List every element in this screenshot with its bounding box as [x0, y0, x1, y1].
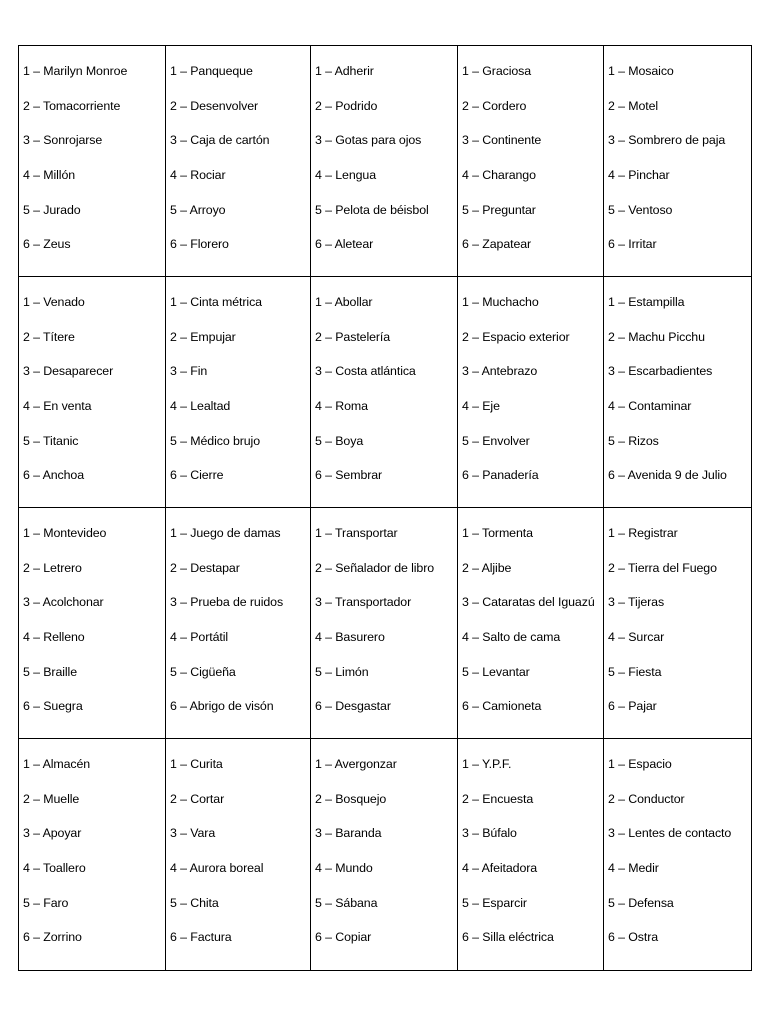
- grid-cell: [311, 508, 458, 739]
- word-entry: 6 – Zorrino: [23, 930, 82, 945]
- word-list: [19, 277, 165, 503]
- word-entry: 4 – Pinchar: [608, 168, 670, 183]
- word-entry: 2 – Tomacorriente: [23, 98, 121, 113]
- word-list: [19, 508, 165, 734]
- word-entry: 1 – Estampilla: [608, 295, 685, 309]
- word-entry: 1 – Muchacho: [462, 295, 539, 309]
- word-entry: 4 – Surcar: [608, 630, 665, 645]
- grid-cell: [19, 277, 166, 508]
- word-entry: 1 – Adherir: [315, 64, 374, 78]
- word-entry: 5 – Envolver: [462, 433, 530, 448]
- word-entry: 1 – Almacén: [23, 757, 91, 771]
- word-entry: 6 – Anchoa: [23, 468, 85, 483]
- word-entry: 3 – Costa atlántica: [315, 364, 416, 379]
- word-entry: 4 – Mundo: [315, 861, 373, 876]
- word-entry: 4 – Rociar: [170, 168, 226, 183]
- word-entry: 6 – Florero: [170, 237, 229, 252]
- word-entry: 2 – Podrido: [315, 98, 378, 113]
- word-entry: 1 – Marilyn Monroe: [23, 64, 128, 78]
- word-entry: 5 – Fiesta: [608, 664, 662, 679]
- word-list: [311, 277, 457, 503]
- word-list: [311, 508, 457, 734]
- grid-cell: [604, 739, 752, 971]
- word-entry: 1 – Mosaico: [608, 64, 674, 78]
- word-entry: 3 – Antebrazo: [462, 364, 538, 379]
- word-entry: 2 – Conductor: [608, 791, 685, 806]
- word-list: [458, 46, 603, 272]
- grid-row: [19, 508, 752, 739]
- word-list: [166, 46, 310, 272]
- word-entry: 3 – Gotas para ojos: [315, 133, 422, 148]
- word-entry: 4 – Toallero: [23, 861, 86, 876]
- grid-cell: [311, 277, 458, 508]
- grid-cell: [166, 277, 311, 508]
- word-entry: 6 – Ostra: [608, 930, 659, 945]
- word-entry: 4 – Aurora boreal: [170, 861, 264, 876]
- word-entry: 2 – Cordero: [462, 98, 527, 113]
- word-entry: 5 – Levantar: [462, 664, 530, 679]
- word-entry: 2 – Señalador de libro: [315, 560, 435, 575]
- word-entry: 2 – Encuesta: [462, 791, 534, 806]
- word-entry: 2 – Desenvolver: [170, 98, 259, 113]
- word-entry: 4 – En venta: [23, 399, 92, 414]
- word-list: [604, 46, 751, 272]
- word-entry: 5 – Rizos: [608, 433, 659, 448]
- word-entry: 6 – Pajar: [608, 699, 657, 714]
- word-entry: 4 – Millón: [23, 168, 76, 183]
- word-entry: 6 – Zeus: [23, 237, 71, 252]
- word-entry: 6 – Copiar: [315, 930, 372, 945]
- word-list: [458, 508, 603, 734]
- grid-row: [19, 46, 752, 277]
- word-entry: 1 – Avergonzar: [315, 757, 397, 771]
- word-entry: 1 – Espacio: [608, 757, 672, 771]
- grid-row: [19, 739, 752, 971]
- word-entry: 3 – Desaparecer: [23, 364, 114, 379]
- word-entry: 2 – Empujar: [170, 329, 236, 344]
- word-entry: 2 – Letrero: [23, 560, 82, 575]
- word-entry: 3 – Fin: [170, 364, 208, 379]
- word-entry: 6 – Avenida 9 de Julio: [608, 468, 727, 483]
- word-entry: 5 – Pelota de béisbol: [315, 202, 429, 217]
- word-entry: 3 – Apoyar: [23, 826, 82, 841]
- word-entry: 2 – Espacio exterior: [462, 329, 570, 344]
- word-entry: 6 – Cierre: [170, 468, 224, 483]
- word-list: [458, 277, 603, 503]
- word-list: [311, 739, 457, 965]
- word-entry: 6 – Suegra: [23, 699, 83, 714]
- grid-cell: [166, 508, 311, 739]
- grid-cell: [458, 277, 604, 508]
- word-entry: 3 – Sombrero de paja: [608, 133, 726, 148]
- word-entry: 3 – Tijeras: [608, 595, 665, 610]
- word-entry: 2 – Motel: [608, 98, 659, 113]
- word-entry: 4 – Contaminar: [608, 399, 692, 414]
- grid-cell: [604, 508, 752, 739]
- word-entry: 4 – Salto de cama: [462, 630, 561, 645]
- grid-cell: [166, 739, 311, 971]
- grid-cell: [311, 46, 458, 277]
- word-entry: 3 – Caja de cartón: [170, 133, 270, 148]
- grid-cell: [458, 508, 604, 739]
- word-entry: 1 – Registrar: [608, 526, 678, 540]
- word-entry: 4 – Medir: [608, 861, 659, 876]
- grid-cell: [458, 46, 604, 277]
- word-entry: 5 – Sábana: [315, 895, 378, 910]
- word-entry: 6 – Factura: [170, 930, 232, 945]
- word-entry: 1 – Graciosa: [462, 64, 532, 78]
- word-list: [458, 739, 603, 965]
- word-list: [604, 508, 751, 734]
- word-grid-table: [18, 45, 752, 971]
- word-entry: 5 – Defensa: [608, 895, 674, 910]
- word-entry: 6 – Panadería: [462, 468, 539, 483]
- word-entry: 5 – Ventoso: [608, 202, 673, 217]
- word-entry: 1 – Tormenta: [462, 526, 533, 540]
- word-entry: 4 – Charango: [462, 168, 536, 183]
- word-entry: 1 – Venado: [23, 295, 85, 309]
- word-entry: 3 – Cataratas del Iguazú: [462, 595, 595, 610]
- word-entry: 4 – Basurero: [315, 630, 385, 645]
- word-entry: 3 – Búfalo: [462, 826, 517, 841]
- word-entry: 4 – Roma: [315, 399, 368, 414]
- word-entry: 2 – Títere: [23, 329, 75, 344]
- word-entry: 2 – Muelle: [23, 791, 80, 806]
- word-entry: 3 – Baranda: [315, 826, 382, 841]
- word-entry: 2 – Tierra del Fuego: [608, 560, 717, 575]
- word-entry: 2 – Bosquejo: [315, 791, 387, 806]
- word-entry: 2 – Destapar: [170, 560, 240, 575]
- grid-cell: [166, 46, 311, 277]
- word-entry: 3 – Continente: [462, 133, 542, 148]
- word-entry: 4 – Afeitadora: [462, 861, 538, 876]
- grid-row: [19, 277, 752, 508]
- word-entry: 3 – Escarbadientes: [608, 364, 713, 379]
- word-entry: 5 – Limón: [315, 664, 369, 679]
- word-entry: 5 – Cigüeña: [170, 664, 236, 679]
- word-entry: 4 – Lealtad: [170, 399, 231, 414]
- word-list: [311, 46, 457, 272]
- word-entry: 5 – Braille: [23, 664, 77, 679]
- word-entry: 1 – Y.P.F.: [462, 757, 512, 771]
- word-entry: 3 – Prueba de ruidos: [170, 595, 284, 610]
- word-entry: 6 – Sembrar: [315, 468, 383, 483]
- grid-cell: [604, 46, 752, 277]
- word-entry: 6 – Aletear: [315, 237, 374, 252]
- word-entry: 1 – Cinta métrica: [170, 295, 262, 309]
- word-entry: 6 – Zapatear: [462, 237, 532, 252]
- word-entry: 6 – Silla eléctrica: [462, 930, 554, 945]
- word-entry: 6 – Abrigo de visón: [170, 699, 274, 714]
- word-entry: 1 – Montevideo: [23, 526, 107, 540]
- grid-cell: [19, 508, 166, 739]
- word-entry: 2 – Cortar: [170, 791, 225, 806]
- word-list: [604, 739, 751, 965]
- word-entry: 1 – Curita: [170, 757, 223, 771]
- word-entry: 6 – Camioneta: [462, 699, 542, 714]
- word-entry: 5 – Titanic: [23, 433, 79, 448]
- word-entry: 2 – Pastelería: [315, 329, 391, 344]
- word-entry: 5 – Jurado: [23, 202, 81, 217]
- word-entry: 2 – Machu Picchu: [608, 329, 705, 344]
- word-list: [19, 739, 165, 965]
- word-entry: 4 – Eje: [462, 399, 500, 414]
- word-entry: 3 – Transportador: [315, 595, 412, 610]
- word-entry: 5 – Chita: [170, 895, 219, 910]
- word-entry: 3 – Acolchonar: [23, 595, 104, 610]
- word-entry: 6 – Desgastar: [315, 699, 391, 714]
- grid-cell: [311, 739, 458, 971]
- word-entry: 1 – Abollar: [315, 295, 373, 309]
- word-entry: 4 – Portátil: [170, 630, 229, 645]
- word-list: [166, 277, 310, 503]
- word-entry: 6 – Irritar: [608, 237, 657, 252]
- word-entry: 5 – Boya: [315, 433, 364, 448]
- grid-cell: [19, 739, 166, 971]
- word-entry: 1 – Panqueque: [170, 64, 253, 78]
- word-entry: 1 – Transportar: [315, 526, 398, 540]
- grid-cell: [604, 277, 752, 508]
- grid-cell: [19, 46, 166, 277]
- grid-cell: [458, 739, 604, 971]
- word-entry: 1 – Juego de damas: [170, 526, 281, 540]
- word-entry: 3 – Sonrojarse: [23, 133, 103, 148]
- word-list: [19, 46, 165, 272]
- word-list: [166, 739, 310, 965]
- word-entry: 3 – Lentes de contacto: [608, 826, 732, 841]
- word-list: [166, 508, 310, 734]
- word-entry: 5 – Médico brujo: [170, 433, 261, 448]
- word-entry: 5 – Faro: [23, 895, 69, 910]
- word-entry: 4 – Lengua: [315, 168, 377, 183]
- word-entry: 4 – Relleno: [23, 630, 85, 645]
- word-entry: 5 – Preguntar: [462, 202, 536, 217]
- word-entry: 3 – Vara: [170, 826, 216, 841]
- word-list: [604, 277, 751, 503]
- word-entry: 5 – Arroyo: [170, 202, 226, 217]
- word-entry: 5 – Esparcir: [462, 895, 527, 910]
- word-entry: 2 – Aljibe: [462, 560, 512, 575]
